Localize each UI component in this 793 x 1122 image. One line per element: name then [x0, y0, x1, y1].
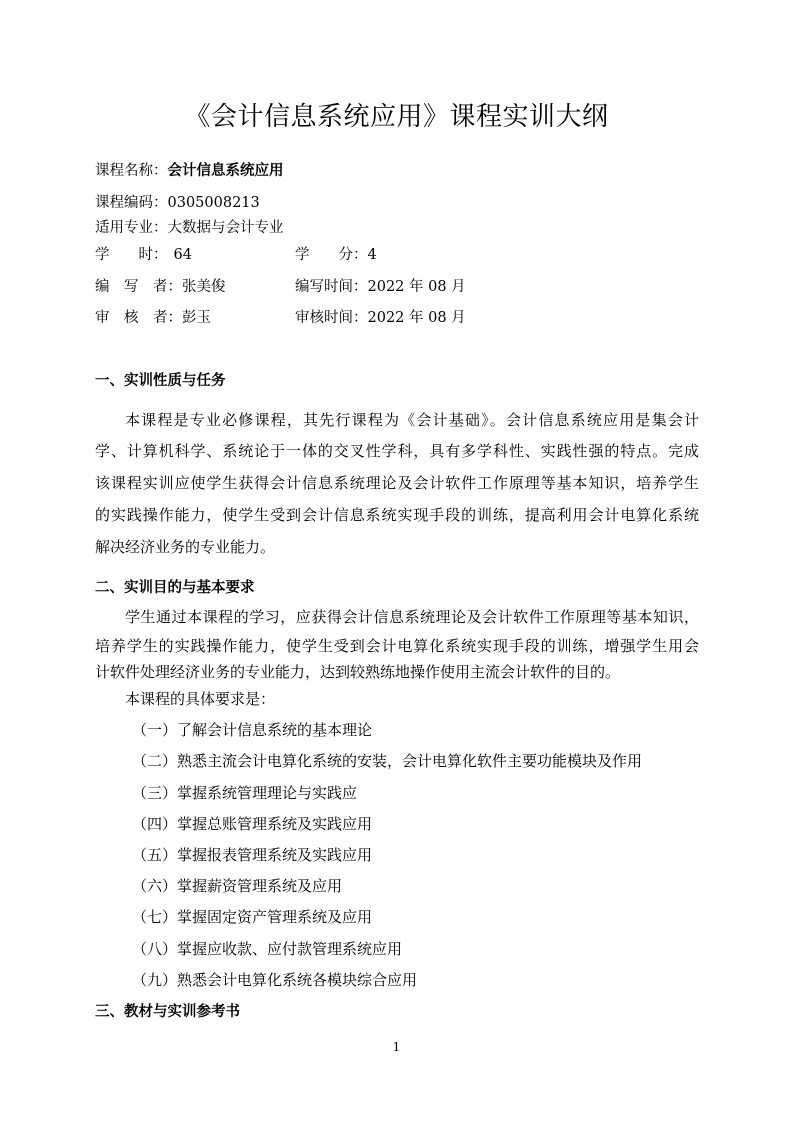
- section1-line: 解决经济业务的专业能力。: [95, 538, 276, 556]
- major-label: 适用专业：: [95, 220, 168, 236]
- reviewer-value: 彭玉: [182, 310, 211, 326]
- write-time-label: 编写时间：: [295, 279, 368, 295]
- requirement-item: （四）掌握总账管理系统及实践应用: [132, 815, 373, 833]
- credits-group: [295, 244, 377, 266]
- section1-line: 该课程实训应使学生获得会计信息系统理论及会计软件工作原理等基本知识，培养学生: [95, 474, 699, 492]
- reviewer-row: [95, 307, 466, 329]
- requirement-item: （六）掌握薪资管理系统及应用: [132, 877, 343, 895]
- requirement-item: （三）掌握系统管理理论与实践应: [132, 784, 358, 802]
- hours-credits-row: [95, 244, 377, 266]
- major-value: 大数据与会计专业: [167, 220, 284, 236]
- course-name-value: 会计信息系统应用: [167, 163, 284, 179]
- course-name-row: [95, 160, 284, 182]
- section1-line: 本课程是专业必修课程，其先行课程为《会计基础》。会计信息系统应用是集会计: [125, 411, 699, 429]
- requirement-item: （一）了解会计信息系统的基本理论: [132, 721, 373, 739]
- requirement-item: （八）掌握应收款、应付款管理系统应用: [132, 940, 403, 958]
- section1-line: 学、计算机科学、系统论于一体的交叉性学科，具有多学科性、实践性强的特点。完成: [95, 442, 699, 460]
- requirement-item: （二）熟悉主流会计电算化系统的安装，会计电算化软件主要功能模块及作用: [132, 752, 643, 770]
- requirement-item: （七）掌握固定资产管理系统及应用: [132, 908, 373, 926]
- hours-label: 学 时：: [95, 247, 168, 263]
- author-row: [95, 276, 466, 298]
- review-time-group: [295, 307, 466, 329]
- author-label: 编 写 者：: [95, 279, 182, 295]
- course-code-label: 课程编码：: [95, 195, 168, 211]
- requirement-item: （五）掌握报表管理系统及实践应用: [132, 846, 373, 864]
- credits-label: 学 分：: [295, 247, 368, 263]
- review-time-label: 审核时间：: [295, 310, 368, 326]
- hours-value: 64: [173, 247, 192, 263]
- section2-heading: 二、实训目的与基本要求: [95, 580, 255, 596]
- requirement-item: （九）熟悉会计电算化系统各模块综合应用: [132, 971, 418, 989]
- course-code-row: [95, 192, 260, 214]
- requirements-intro: 本课程的具体要求是：: [125, 690, 276, 708]
- reviewer-label: 审 核 者：: [95, 310, 182, 326]
- write-time-value: 2022 年 08 月: [367, 279, 466, 295]
- author-value: 张美俊: [182, 279, 226, 295]
- section1-heading: 一、实训性质与任务: [95, 373, 226, 389]
- review-time-value: 2022 年 08 月: [367, 310, 466, 326]
- section2-line: 计软件处理经济业务的专业能力，达到较熟练地操作使用主流会计软件的目的。: [95, 663, 621, 681]
- section2-line: 学生通过本课程的学习，应获得会计信息系统理论及会计软件工作原理等基本知识，: [125, 608, 699, 626]
- write-time-group: [295, 276, 466, 298]
- major-row: [95, 217, 284, 239]
- section3-heading: 三、教材与实训参考书: [95, 1004, 240, 1020]
- page-number: 1: [392, 1040, 401, 1054]
- section1-line: 的实践操作能力，使学生受到会计信息系统实现手段的训练，提高利用会计电算化系统: [95, 506, 699, 524]
- credits-value: 4: [367, 247, 377, 263]
- course-code-value: 0305008213: [167, 195, 260, 211]
- course-name-label: 课程名称：: [95, 163, 168, 179]
- section2-line: 培养学生的实践操作能力，使学生受到会计电算化系统实现手段的训练，增强学生用会: [95, 637, 699, 655]
- document-title: 《会计信息系统应用》课程实训大纲: [184, 102, 609, 132]
